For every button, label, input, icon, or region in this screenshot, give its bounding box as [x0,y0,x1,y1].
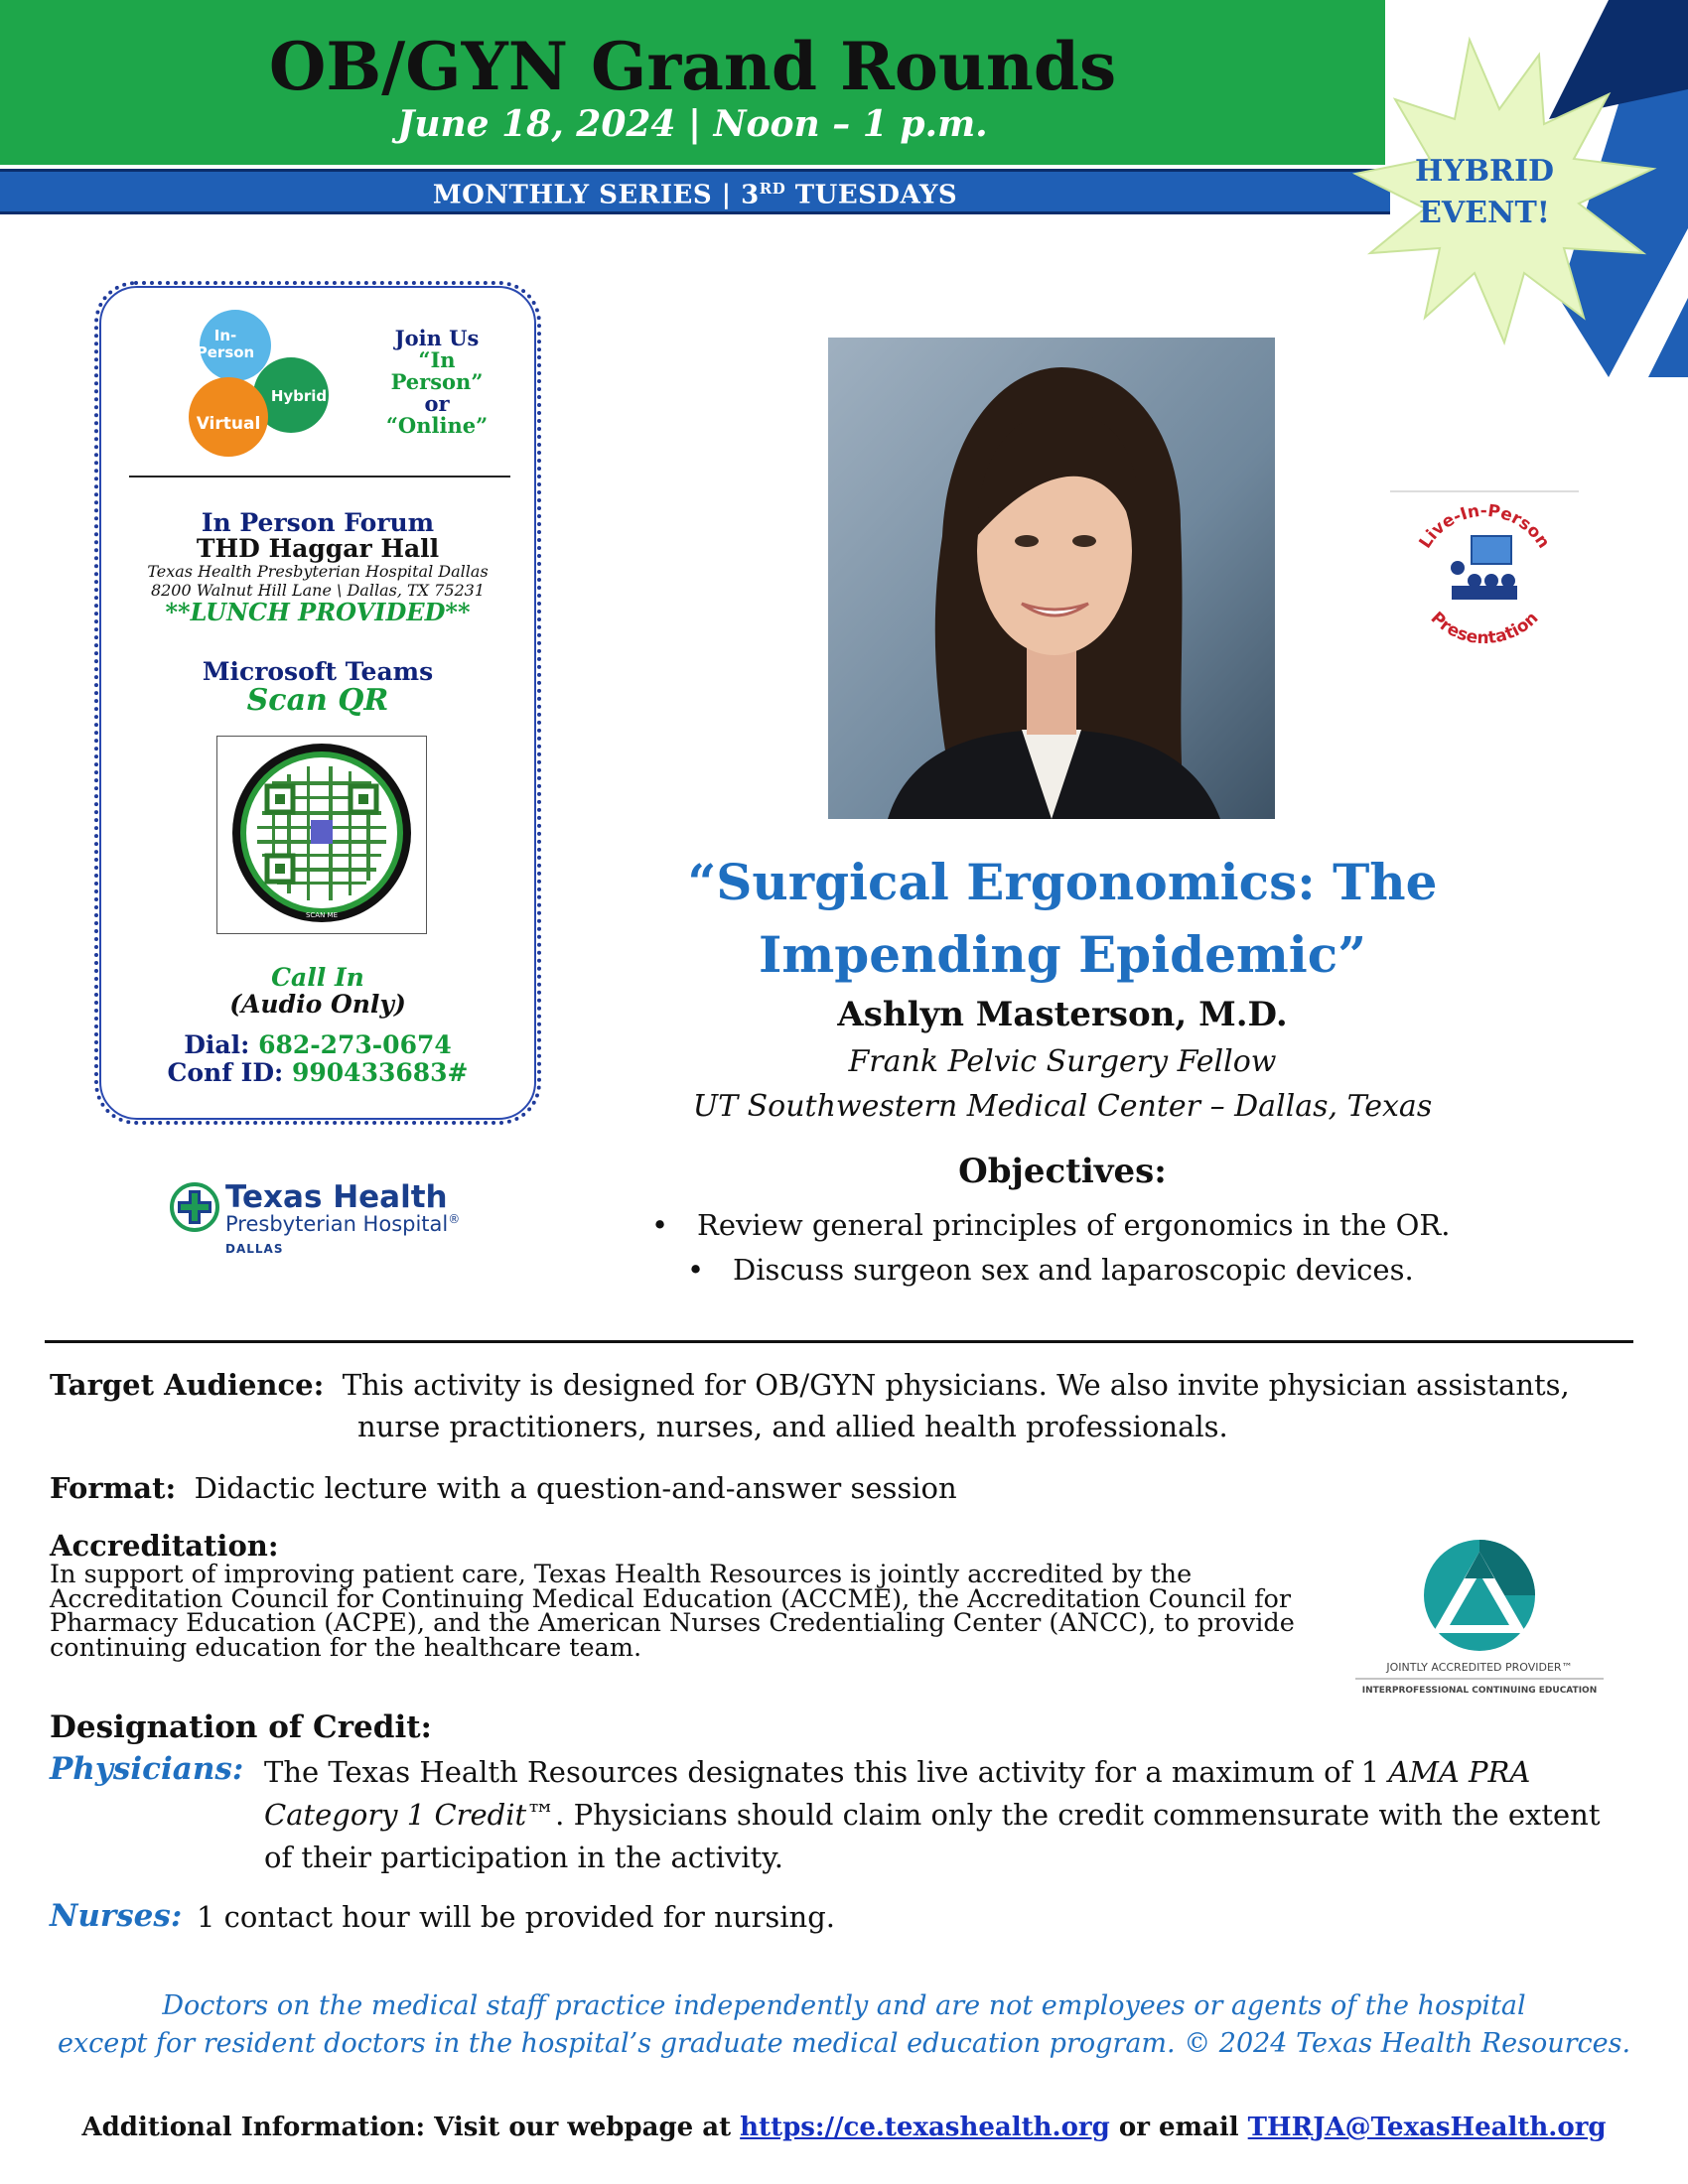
webpage-link[interactable]: https://ce.texashealth.org [740,2113,1110,2142]
svg-text:In-: In- [213,327,237,344]
target-audience-cont: nurse practitioners, nurses, and allied health professionals. [357,1410,1228,1443]
hospital-city: DALLAS [225,1242,284,1256]
join-us-text: Join Us “In Person” or “Online” [385,326,489,438]
nurses-label: Nurses: [50,1898,183,1934]
dial-number: Dial: 682-273-0674 [184,1030,452,1059]
qr-code[interactable] [216,736,427,934]
physicians-label: Physicians: [50,1751,244,1787]
forum-title: In Person Forum [201,508,435,537]
texas-health-cross-icon [169,1181,220,1233]
objectives-title: Objectives: [958,1152,1167,1191]
svg-text:SCAN ME: SCAN ME [305,911,339,919]
svg-text:Presentation: Presentation [1426,608,1543,645]
series-label: MONTHLY SERIES | 3RD TUESDAYS [432,180,958,210]
physicians-credit: The Texas Health Resources designates this live activity for a maximum of 1 AMA PRA Category 1 Credit™. Physicians should claim only the credit commensurate with the extent of their participation in the activity. [264,1755,1601,1874]
objective-item: • Review general principles of ergonomics in the OR. [651,1208,1451,1242]
speaker-photo [828,338,1275,819]
designation-title: Designation of Credit: [50,1709,432,1745]
event-date: June 18, 2024 | Noon – 1 p.m. [397,103,988,145]
svg-text:Hybrid: Hybrid [270,387,328,405]
email-link[interactable]: THRJA@TexasHealth.org [1247,2113,1607,2142]
disclaimer: Doctors on the medical staff practice independently and are not employees or agents of the hospital except for resident doctors in the hospital’s graduate medical education program. © 2024 Texas Health Resources. [57,1990,1631,2059]
svg-text:Live-In-Person: Live-In-Person [1415,500,1554,553]
call-in-label: Call In [271,963,364,992]
speaker-role: Frank Pelvic Surgery Fellow [848,1044,1277,1079]
jointly-accredited-logo [1345,1534,1614,1703]
accreditation-text: In support of improving patient care, Texas Health Resources is jointly accredited by the Accreditation Council for Continuing Medical Education (ACCME), the Accreditation Council for Pharmacy Education (ACPE), and the American Nurses Credentialing Center (ANCC), to provide continuing education for the healthcare team. [50,1560,1295,1663]
talk-title: “Surgical Ergonomics: The Impending Epidemic” [687,853,1438,984]
forum-venue: THD Haggar Hall [196,534,440,563]
section-divider [45,1340,1633,1343]
hybrid-event-badge: HYBRID EVENT! [1414,154,1555,230]
speaker-organization: UT Southwestern Medical Center – Dallas, Texas [692,1089,1433,1124]
conference-id: Conf ID: 990433683# [167,1058,469,1087]
hospital-name: Texas Health [225,1179,448,1215]
additional-info: Additional Information: Visit our webpage at https://ce.texashealth.org or email THRJA@TexasHealth.org [81,2113,1607,2142]
lunch-notice: **LUNCH PROVIDED** [165,598,471,626]
event-title: OB/GYN Grand Rounds [268,28,1117,105]
svg-text:JOINTLY ACCREDITED PROVIDER™: JOINTLY ACCREDITED PROVIDER™ [1386,1661,1573,1674]
svg-text:INTERPROFESSIONAL CONTINUING E: INTERPROFESSIONAL CONTINUING EDUCATION [1361,1686,1598,1696]
teams-label: Microsoft Teams [202,657,434,686]
svg-text:Virtual: Virtual [196,414,261,434]
accreditation-title: Accreditation: [50,1529,279,1563]
forum-address: Texas Health Presbyterian Hospital Dallas 8200 Walnut Hill Lane \ Dallas, TX 75231 [147,562,489,600]
qr-code-icon [217,737,426,933]
objective-item: • Discuss surgeon sex and laparoscopic devices. [687,1253,1414,1287]
hospital-subname: Presbyterian Hospital® [225,1212,461,1236]
live-in-person-badge [1390,486,1579,645]
format: Format: Didactic lecture with a question-and-answer session [50,1471,957,1505]
audio-only-label: (Audio Only) [229,990,406,1019]
svg-text:Person: Person [196,343,255,361]
scan-qr-label: Scan QR [246,683,389,718]
panel-divider [129,476,510,478]
hybrid-circles-icon [174,306,343,475]
speaker-name: Ashlyn Masterson, M.D. [837,995,1288,1034]
target-audience: Target Audience: This activity is designed for OB/GYN physicians. We also invite physician assistants, [50,1368,1570,1402]
nurses-credit: 1 contact hour will be provided for nursing. [197,1900,835,1934]
